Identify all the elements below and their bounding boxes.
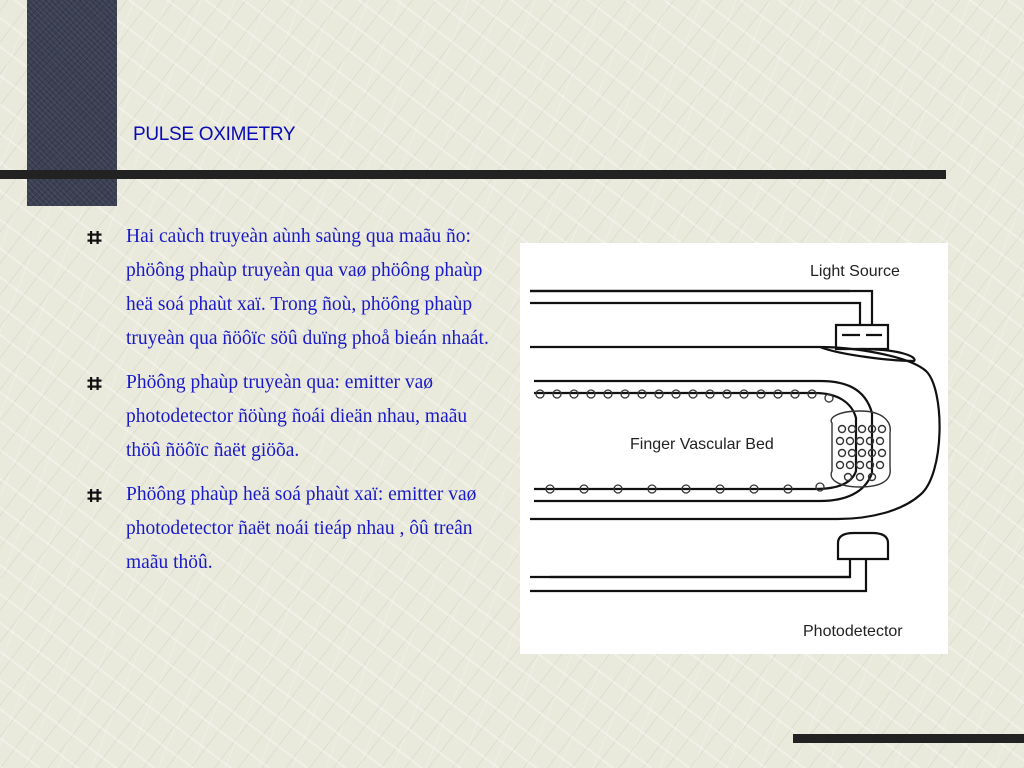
light-source-label: Light Source [810,263,900,280]
capillary-cluster [831,411,890,487]
slide-title: PULSE OXIMETRY [133,124,296,145]
list-item [86,366,496,468]
square-hash-bullet-icon [86,229,103,246]
bottom-rule [793,734,1024,743]
finger-outline [530,347,940,519]
photodetector-label: Photodetector [803,623,903,640]
list-item [86,478,496,580]
list-item [86,220,496,356]
bullet-text: Phöông phaùp truyeàn qua: emitter vaø photodetector ñöùng ñoái dieän nhau, maãu thöû ñöôïc ñaët giöõa. [126,372,468,461]
light-emitter [836,325,888,349]
top-rule [0,170,946,179]
bullet-list [86,220,496,590]
pulse-oximetry-diagram [520,243,948,654]
top-tube [530,291,860,325]
bullet-text: Phöông phaùp heä soá phaùt xaï: emitter vaø photodetector ñaët noái tieáp nhau , ôû treân maãu thöû. [126,484,477,573]
bullet-text: Hai caùch truyeàn aùnh saùng qua maãu ño: phöông phaùp truyeàn qua vaø phöông phaùp heä soá phaùt xaï. Trong ñoù, phöông phaùp truyeàn qua ñöôïc söû duïng phoå bieán nhaát. [126,226,489,349]
photodetector-block [838,533,888,559]
square-hash-bullet-icon [86,487,103,504]
vessel-dots-top [536,390,833,402]
vascular-bed-label: Finger Vascular Bed [630,436,774,453]
finger-diagram-svg [520,243,948,654]
square-hash-bullet-icon [86,375,103,392]
